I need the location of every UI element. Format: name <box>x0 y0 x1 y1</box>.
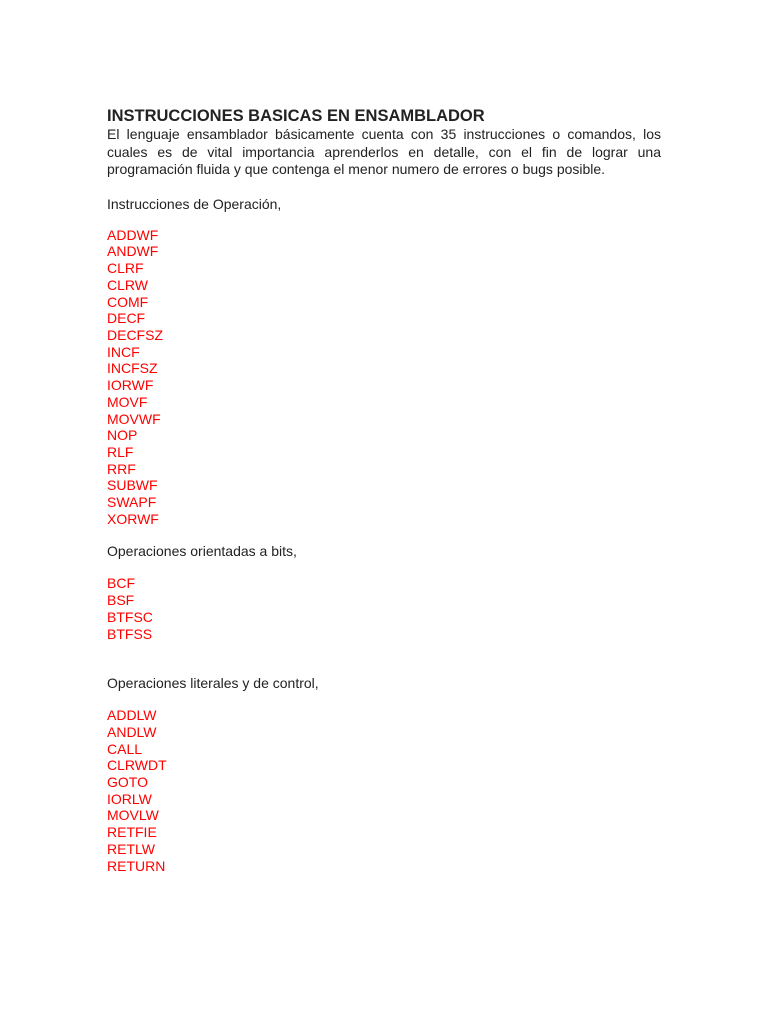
instruction-item: MOVWF <box>107 410 161 427</box>
instruction-item: MOVLW <box>107 807 159 824</box>
instruction-item: SWAPF <box>107 494 157 511</box>
instruction-item: ADDWF <box>107 226 159 243</box>
page-title: INSTRUCCIONES BASICAS EN ENSAMBLADOR <box>107 107 485 125</box>
instruction-item: IORLW <box>107 790 152 807</box>
instruction-item: ADDLW <box>107 707 157 724</box>
section-bit-operations <box>107 543 661 642</box>
instruction-item: SUBWF <box>107 477 158 494</box>
instruction-item: RETFIE <box>107 824 157 841</box>
instruction-item: RETLW <box>107 840 155 857</box>
instruction-item: CLRW <box>107 276 148 293</box>
instruction-list <box>107 575 661 642</box>
instruction-item: CLRWDT <box>107 757 167 774</box>
section-literal-control <box>107 675 661 874</box>
section-heading: Operaciones orientadas a bits, <box>107 543 297 560</box>
instruction-item: IORWF <box>107 377 154 394</box>
instruction-item: XORWF <box>107 510 159 527</box>
document-page <box>107 107 661 874</box>
instruction-item: BSF <box>107 592 135 609</box>
instruction-item: MOVF <box>107 393 148 410</box>
instruction-list <box>107 227 661 528</box>
instruction-item: BTFSS <box>107 625 153 642</box>
instruction-item: COMF <box>107 293 149 310</box>
section-heading: Instrucciones de Operación, <box>107 195 282 212</box>
section-heading: Operaciones literales y de control, <box>107 675 319 692</box>
instruction-item: DECFSZ <box>107 327 163 343</box>
intro-paragraph: El lenguaje ensamblador básicamente cuenta con 35 instrucciones o comandos, los cuales es de vital importancia aprenderlos en detalle, con el fin de lograr una programación fluida y que contenga el menor numero de errores o bugs posible. <box>107 126 661 178</box>
instruction-item: RLF <box>107 443 134 460</box>
instruction-item: CLRF <box>107 260 144 277</box>
instruction-item: RETURN <box>107 857 166 874</box>
instruction-item: GOTO <box>107 774 148 791</box>
instruction-item: BCF <box>107 575 135 592</box>
instruction-item: CALL <box>107 740 143 757</box>
section-operations <box>107 196 661 528</box>
instruction-item: NOP <box>107 427 138 444</box>
instruction-item: RRF <box>107 460 136 477</box>
instruction-list <box>107 707 661 874</box>
instruction-item: DECF <box>107 310 146 327</box>
instruction-item: ANDWF <box>107 243 159 260</box>
instruction-item: ANDLW <box>107 723 157 740</box>
instruction-item: BTFSC <box>107 608 153 625</box>
instruction-item: INCFSZ <box>107 360 158 377</box>
instruction-item: INCF <box>107 343 140 360</box>
